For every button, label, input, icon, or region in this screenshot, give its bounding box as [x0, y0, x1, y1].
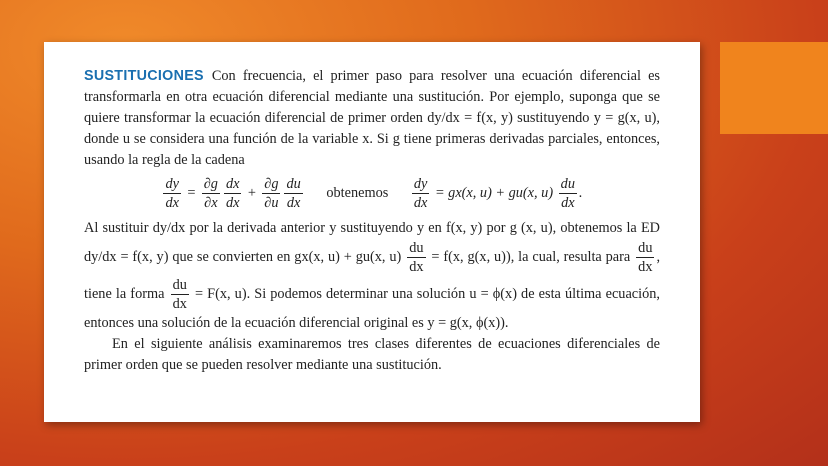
paragraph-1-text: Con frecuencia, el primer paso para resolver una ecuación diferencial es transformarla en otra ecuación diferencial mediante una sustitución. Por ejemplo, suponga que se quiere transformar la ecuación diferencial de primer orden dy/dx = f(x, y) sustituyendo y = g(x, u), donde u se considera una función de la variable x. Si g tiene primeras derivadas parciales, entonces, usando la regla de la cadena	[84, 68, 660, 168]
para2-frac-3: $\frac{du}{dx}$	[172, 277, 187, 312]
orange-accent-box	[720, 42, 828, 134]
section-heading: SUSTITUCIONES	[84, 68, 204, 84]
frac-dx-dx: $\frac{dx}{dx}$	[225, 176, 240, 211]
paragraph-2: Al sustituir dy/dx por la derivada anterior y sustituyendo y en f(x, y) por g (x, u), obtenemos la ED dy/dx = f(x, y) que se convierten en gx(x, u) + gu(x, u) $\frac{du}{dx}$ = f(x, g(x, u)), la cual, resulta para $\frac{du}{dx}$ , tiene la forma $\frac{du}{dx}$ = F(x, u). Si podemos determinar una solución u = ϕ(x) de esta última ecuación, entonces una solución de la ecuación diferencial original es y = g(x, ϕ(x)).	[84, 220, 661, 331]
frac-du-dx-result: $\frac{du}{dx}$	[560, 176, 575, 211]
frac-dy-dx-result: $\frac{dy}{dx}$	[413, 176, 428, 211]
paragraph-3: En el siguiente análisis examinaremos tres clases diferentes de ecuaciones diferenciales de primer orden que se pueden resolver mediante una sustitución.	[84, 336, 660, 373]
equation-result-terms: = gx(x, u) + gu(x, u)	[434, 184, 554, 201]
equation-connector: obtenemos	[326, 184, 389, 201]
para2-frac-2: $\frac{du}{dx}$	[638, 240, 653, 275]
frac-du-dx: $\frac{du}{dx}$	[286, 176, 301, 211]
frac-dg-dx: $\frac{\partial g}{\partial x}$	[203, 176, 218, 211]
para2-frac-1: $\frac{du}{dx}$	[409, 240, 424, 275]
frac-dg-du: $\frac{\partial g}{\partial u}$	[264, 176, 279, 211]
card-content	[84, 66, 660, 376]
text-card	[44, 42, 700, 422]
chain-rule-equation: $\frac{dy}{dx}$ = $\frac{\partial g}{\partial x}$ $\frac{dx}{dx}$ + $\frac{\partial g}{\partial u}$ $\frac{du}{dx}$ obtenemos $\frac{dy}{dx}$ = gx(x, u) + gu(x, u) $\frac{du}{dx}$ .	[165, 176, 583, 211]
paragraph-1	[84, 66, 660, 171]
frac-dy-dx: $\frac{dy}{dx}$	[165, 176, 179, 211]
